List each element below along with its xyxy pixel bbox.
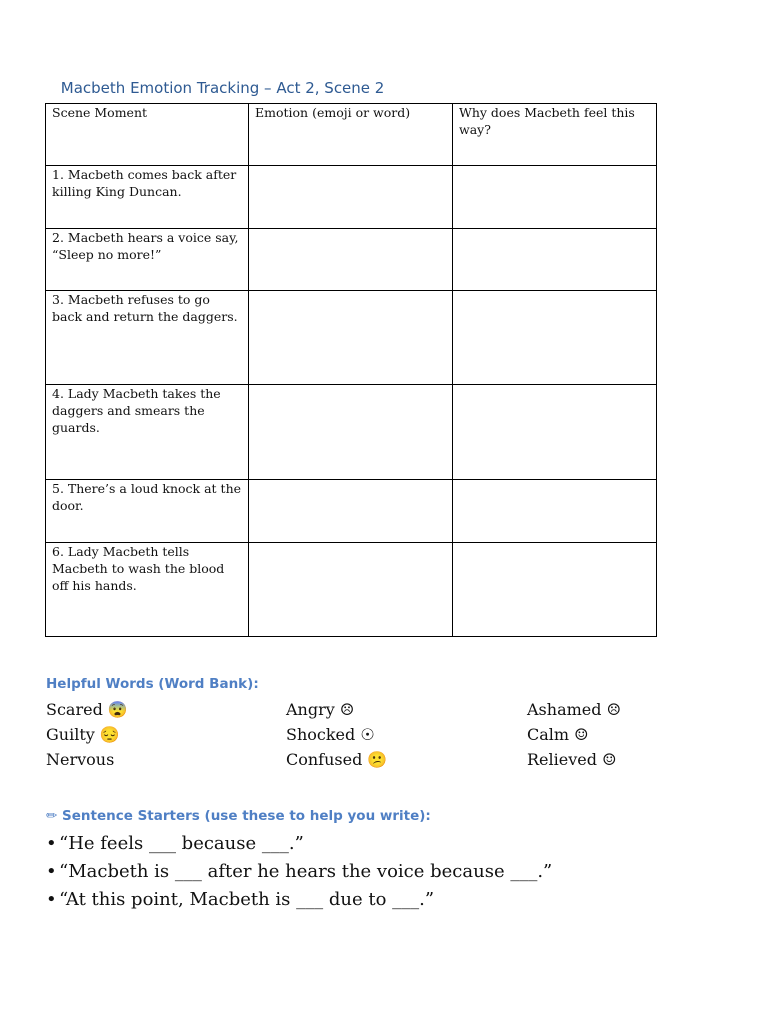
- word-label: Ashamed: [527, 700, 602, 719]
- word-label: Nervous: [46, 750, 115, 769]
- word-bank-title-text: Helpful Words (Word Bank):: [46, 676, 259, 692]
- word-bank-item: [46, 747, 114, 772]
- emotion-cell[interactable]: [249, 229, 453, 291]
- pencil-icon: ✏: [46, 808, 58, 824]
- relieved-emoji-icon: ☺: [602, 750, 617, 769]
- scared-emoji-icon: 😨: [107, 700, 128, 719]
- column-header-scene-moment: Scene Moment: [46, 104, 249, 166]
- scene-moment-cell: 1. Macbeth comes back after killing King Duncan.: [46, 166, 249, 229]
- table-header-row: [46, 104, 657, 166]
- shocked-emoji-icon: ☉: [360, 725, 375, 744]
- sentence-starter-text: “Macbeth is ___ after he hears the voice because ___.”: [59, 861, 553, 882]
- word-bank-item: [286, 697, 354, 722]
- column-header-emotion: Emotion (emoji or word): [249, 104, 453, 166]
- table-row: [46, 166, 657, 229]
- sentence-starters-title-text: Sentence Starters (use these to help you write):: [62, 808, 431, 824]
- sentence-starters-list: [46, 830, 552, 914]
- emotion-cell[interactable]: [249, 385, 453, 480]
- emotion-cell[interactable]: [249, 543, 453, 637]
- scene-moment-cell: 2. Macbeth hears a voice say, “Sleep no more!”: [46, 229, 249, 291]
- table-row: [46, 480, 657, 543]
- guilty-emoji-icon: 😔: [99, 725, 120, 744]
- word-bank-item: [286, 747, 387, 772]
- word-bank-item: [46, 722, 120, 747]
- scene-moment-cell: 6. Lady Macbeth tells Macbeth to wash the blood off his hands.: [46, 543, 249, 637]
- emotion-tracking-table: [45, 103, 657, 637]
- scene-moment-cell: 5. There’s a loud knock at the door.: [46, 480, 249, 543]
- bullet: •: [46, 889, 57, 910]
- list-item: [46, 830, 552, 858]
- emotion-cell[interactable]: [249, 291, 453, 385]
- word-bank-item: [286, 722, 375, 747]
- scene-moment-cell: 3. Macbeth refuses to go back and return the daggers.: [46, 291, 249, 385]
- worksheet-title-text: Macbeth Emotion Tracking – Act 2, Scene 2: [60, 79, 385, 97]
- confused-emoji-icon: 😕: [367, 750, 388, 769]
- word-label: Scared: [46, 700, 103, 719]
- scene-moment-cell: 4. Lady Macbeth takes the daggers and smears the guards.: [46, 385, 249, 480]
- word-bank-item: [46, 697, 128, 722]
- why-cell[interactable]: [453, 543, 657, 637]
- word-label: Calm: [527, 725, 570, 744]
- sentence-starters-title: [46, 808, 431, 824]
- word-bank-item: [527, 697, 621, 722]
- why-cell[interactable]: [453, 229, 657, 291]
- worksheet-title: [46, 79, 384, 97]
- word-label: Guilty: [46, 725, 95, 744]
- why-cell[interactable]: [453, 166, 657, 229]
- table-row: [46, 543, 657, 637]
- bullet: •: [46, 861, 57, 882]
- why-cell[interactable]: [453, 385, 657, 480]
- list-item: [46, 886, 552, 914]
- table-row: [46, 229, 657, 291]
- word-label: Angry: [286, 700, 335, 719]
- bullet: •: [46, 833, 57, 854]
- word-bank-item: [527, 722, 589, 747]
- table-row: [46, 385, 657, 480]
- angry-emoji-icon: ☹: [339, 700, 355, 719]
- table-row: [46, 291, 657, 385]
- word-bank-title: [46, 676, 259, 692]
- word-label: Shocked: [286, 725, 356, 744]
- sentence-starter-text: “He feels ___ because ___.”: [59, 833, 304, 854]
- sentence-starter-text: “At this point, Macbeth is ___ due to ___.”: [59, 889, 435, 910]
- why-cell[interactable]: [453, 291, 657, 385]
- why-cell[interactable]: [453, 480, 657, 543]
- column-header-why: Why does Macbeth feel this way?: [453, 104, 657, 166]
- word-label: Confused: [286, 750, 363, 769]
- word-label: Relieved: [527, 750, 597, 769]
- calm-emoji-icon: ☺: [574, 725, 589, 744]
- ashamed-emoji-icon: ☹: [606, 700, 621, 719]
- word-bank-item: [527, 747, 616, 772]
- emotion-cell[interactable]: [249, 480, 453, 543]
- emotion-cell[interactable]: [249, 166, 453, 229]
- list-item: [46, 858, 552, 886]
